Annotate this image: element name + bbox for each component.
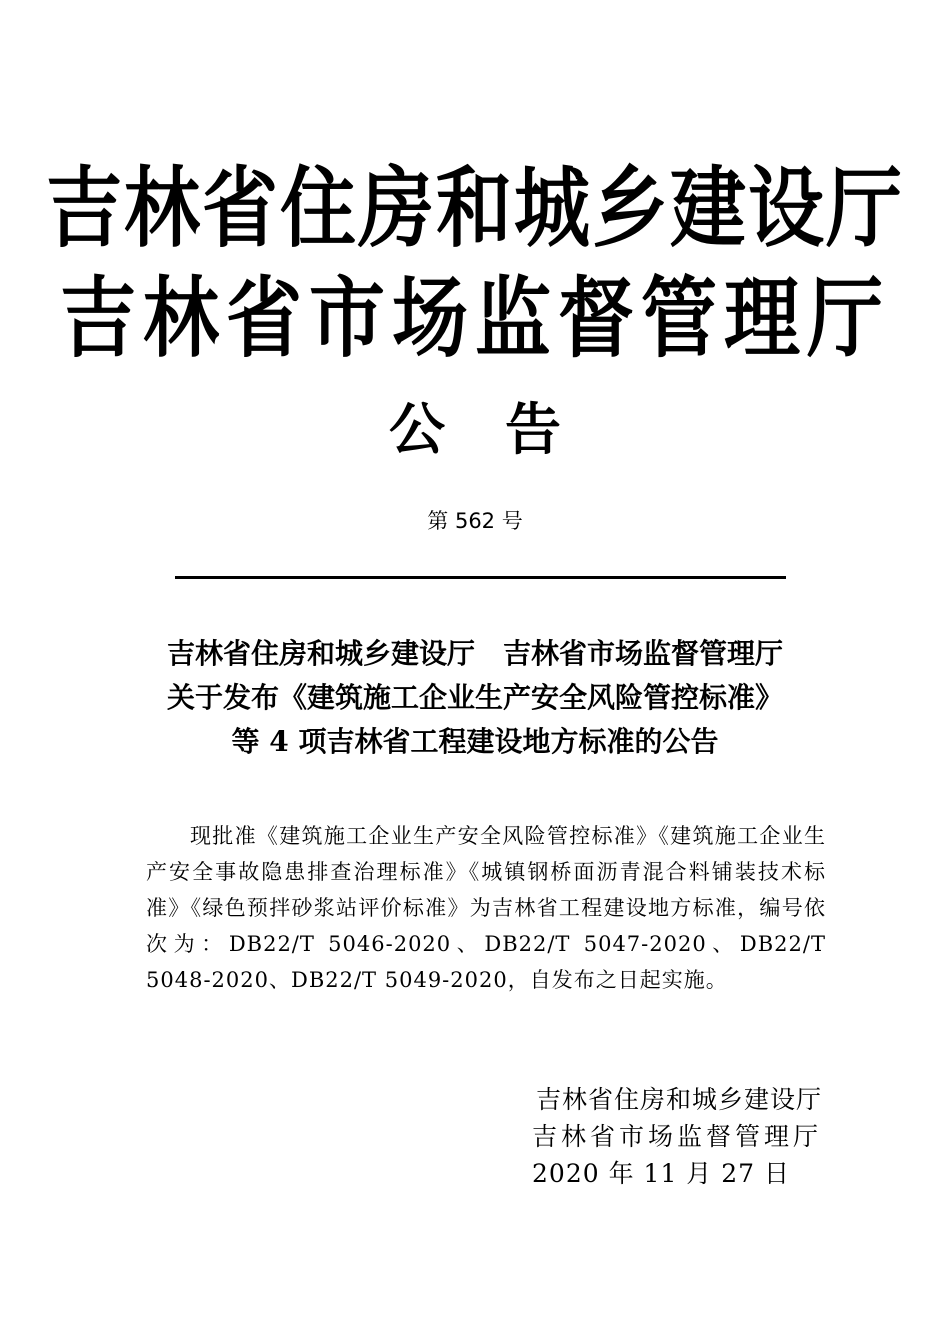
body-paragraph: 现批准《建筑施工企业生产安全风险管控标准》《建筑施工企业生产安全事故隐患排查治理标准》《城镇钢桥面沥青混合料铺装技术标准》《绿色预拌砂浆站评价标准》为吉林省工程建设地方标准，编号依次为：DB22/T 5046-2020、DB22/T 5047-2020、DB22/T 5048-2020、DB22/T 5049-2020，自发布之日起实施。 [146,824,826,992]
issuing-agency-market: 吉林省市场监督管理厅 [60,266,890,370]
notice-number: 第 562 号 [427,509,523,533]
signature-agency-housing: 吉林省住房和城乡建设厅 [535,1085,822,1114]
headline-line-1: 吉林省住房和城乡建设厅 吉林省市场监督管理厅 [166,637,783,670]
issuing-agency-housing: 吉林省住房和城乡建设厅 [46,156,904,260]
headline-line-3: 等 4 项吉林省工程建设地方标准的公告 [231,725,719,758]
signature-date: 2020 年 11 月 27 日 [532,1159,790,1188]
headline-line-2: 关于发布《建筑施工企业生产安全风险管控标准》 [166,681,783,714]
header-divider [175,576,786,579]
notice-title: 公告 [389,398,621,463]
signature-agency-market: 吉林省市场监督管理厅 [531,1122,822,1151]
